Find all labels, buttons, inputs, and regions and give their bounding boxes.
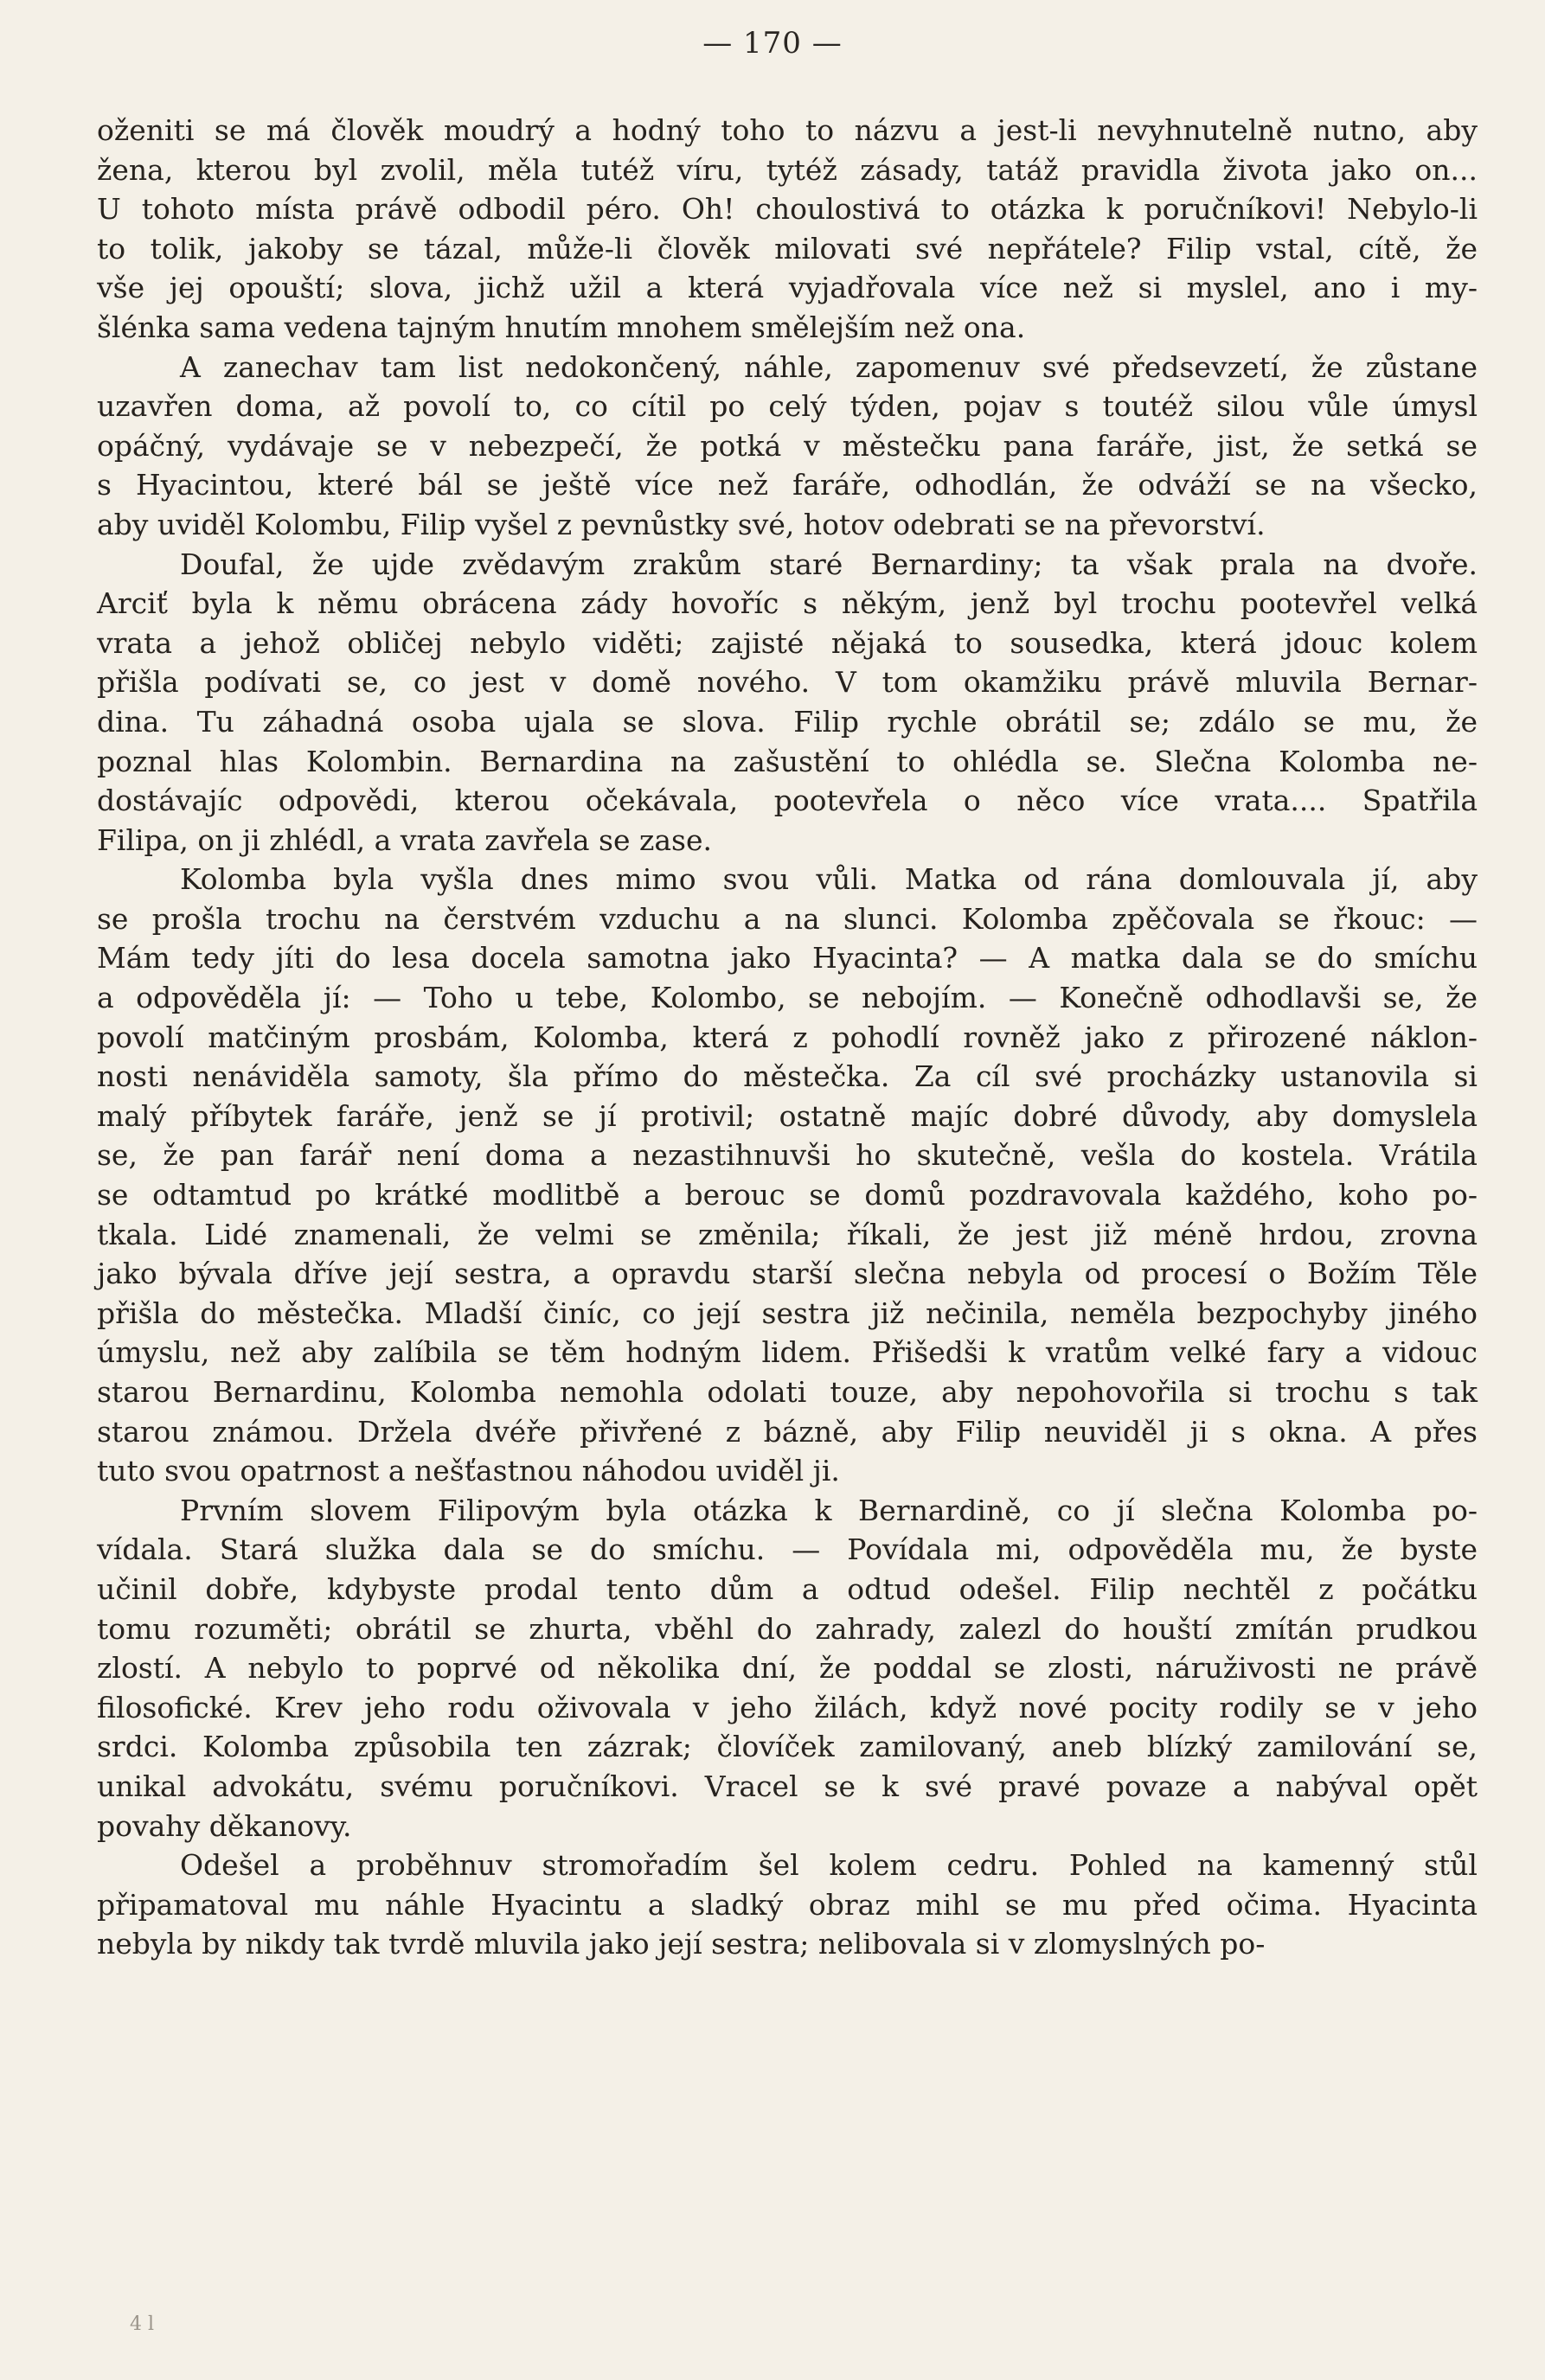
text-line: povolí matčiným prosbám, Kolomba, která z pohodlí rovněž jako z přirozené náklon- [97, 1020, 1478, 1054]
text-line: úmyslu, než aby zalíbila se těm hodným lidem. Přišedši k vratům velké fary a vidouc [97, 1335, 1478, 1370]
text-line: tkala. Lidé znamenali, že velmi se změnila; říkali, že jest již méně hrdou, zrovna [97, 1217, 1478, 1251]
text-line: nosti nenáviděla samoty, šla přímo do městečka. Za cíl své procházky ustanovila si [97, 1059, 1478, 1094]
text-line: se odtamtud po krátké modlitbě a berouc se domů pozdravovala každého, koho po- [97, 1178, 1478, 1212]
text-line: Odešel a proběhnuv stromořadím šel kolem cedru. Pohled na kamenný stůl [180, 1848, 1478, 1883]
paragraph [97, 1846, 1478, 1964]
text-line: Prvním slovem Filipovým byla otázka k Bernardině, co jí slečna Kolomba po- [180, 1493, 1478, 1527]
text-line: přišla podívati se, co jest v domě nového. V tom okamžiku právě mluvila Bernar- [97, 665, 1478, 700]
text-line: srdci. Kolomba způsobila ten zázrak; človíček zamilovaný, aneb blízký zamilování se, [97, 1730, 1478, 1764]
text-line: Kolomba byla vyšla dnes mimo svou vůli. Matka od rána domlouvala jí, aby [180, 862, 1478, 897]
paragraph [97, 111, 1478, 348]
text-line: to tolik, jakoby se tázal, může-li člověk milovati své nepřátele? Filip vstal, cítě, že [97, 231, 1478, 266]
text-line: žena, kterou byl zvolil, měla tutéž víru, tytéž zásady, tatáž pravidla života jako on... [97, 152, 1478, 187]
text-line: jako bývala dříve její sestra, a opravdu starší slečna nebyla od procesí o Božím Těle [97, 1257, 1478, 1291]
text-line: filosofické. Krev jeho rodu oživovala v jeho žilách, když nové pocity rodily se v jeho [97, 1690, 1478, 1724]
text-line: U tohoto místa právě odbodil péro. Oh! choulostivá to otázka k poručníkovi! Nebylo-li [97, 192, 1478, 227]
text-line: povahy děkanovy. [97, 1808, 352, 1843]
text-line: A zanechav tam list nedokončený, náhle, zapomenuv své předsevzetí, že zůstane [180, 349, 1478, 384]
text-line: starou Bernardinu, Kolomba nemohla odolati touze, aby nepohovořila si trochu s tak [97, 1375, 1478, 1409]
text-line: malý příbytek faráře, jenž se jí protivil; ostatně majíc dobré důvody, aby domyslela [97, 1098, 1478, 1133]
text-line: starou známou. Držela dvéře přivřené z bázně, aby Filip neuviděl ji s okna. A přes [97, 1414, 1478, 1449]
text-line: Filipa, on ji zhlédl, a vrata zavřela se zase. [97, 822, 712, 857]
text-line: dostávajíc odpovědi, kterou očekávala, pootevřela o něco více vrata.... Spatřila [97, 784, 1478, 818]
paragraph [97, 348, 1478, 545]
text-line: šlénka sama vedena tajným hnutím mnohem smělejším než ona. [97, 310, 1026, 344]
text-line: s Hyacintou, které bál se ještě více než faráře, odhodlán, že odváží se na všecko, [97, 468, 1478, 502]
margin-mark: 4 l [130, 2313, 155, 2335]
text-line: poznal hlas Kolombin. Bernardina na zašustění to ohlédla se. Slečna Kolomba ne- [97, 744, 1478, 778]
text-line: opáčný, vydávaje se v nebezpečí, že potká v městečku pana faráře, jist, že setká se [97, 428, 1478, 463]
text-line: připamatoval mu náhle Hyacintu a sladký obraz mihl se mu před očima. Hyacinta [97, 1887, 1478, 1922]
text-line: se, že pan farář není doma a nezastihnuvši ho skutečně, vešla do kostela. Vrátila [97, 1138, 1478, 1173]
paragraph [97, 860, 1478, 1491]
text-line: dina. Tu záhadná osoba ujala se slova. Filip rychle obrátil se; zdálo se mu, že [97, 704, 1478, 739]
text-line: vrata a jehož obličej nebylo viděti; zajisté nějaká to sousedka, která jdouc kolem [97, 625, 1478, 660]
text-line: tuto svou opatrnost a nešťastnou náhodou uviděl ji. [97, 1454, 840, 1488]
text-line: vídala. Stará služka dala se do smíchu. — Povídala mi, odpověděla mu, že byste [97, 1532, 1478, 1567]
text-line: oženiti se má člověk moudrý a hodný toho to názvu a jest-li nevyhnutelně nutno, aby [97, 113, 1478, 147]
text-line: Arciť byla k němu obrácena zády hovoříc s někým, jenž byl trochu pootevřel velká [97, 586, 1478, 621]
text-line: Mám tedy jíti do lesa docela samotna jako Hyacinta? — A matka dala se do smíchu [97, 941, 1478, 976]
body-text [97, 111, 1478, 1964]
text-line: nebyla by nikdy tak tvrdě mluvila jako její sestra; nelibovala si v zlomyslných po- [97, 1927, 1266, 1961]
text-line: tomu rozuměti; obrátil se zhurta, vběhl do zahrady, zalezl do houští zmítán prudkou [97, 1611, 1478, 1646]
page-number-header: — 170 — [702, 26, 843, 61]
text-line: přišla do městečka. Mladší činíc, co její sestra již nečinila, neměla bezpochyby jiného [97, 1296, 1478, 1330]
text-line: učinil dobře, kdybyste prodal tento dům a odtud odešel. Filip nechtěl z počátku [97, 1571, 1478, 1606]
text-line: zlostí. A nebylo to poprvé od několika dní, že poddal se zlosti, náruživosti ne právě [97, 1651, 1478, 1686]
text-line: Doufal, že ujde zvědavým zrakům staré Bernardiny; ta však prala na dvoře. [180, 547, 1478, 581]
text-line: se prošla trochu na čerstvém vzduchu a na slunci. Kolomba zpěčovala se řkouc: — [97, 901, 1478, 936]
paragraph [97, 1491, 1478, 1846]
text-line: a odpověděla jí: — Toho u tebe, Kolombo, se nebojím. — Konečně odhodlavši se, že [97, 981, 1478, 1015]
text-line: uzavřen doma, až povolí to, co cítil po celý týden, pojav s toutéž silou vůle úmysl [97, 389, 1478, 424]
text-line: aby uviděl Kolombu, Filip vyšel z pevnůstky své, hotov odebrati se na převorství. [97, 507, 1266, 541]
paragraph [97, 545, 1478, 861]
text-line: vše jej opouští; slova, jichž užil a která vyjadřovala více než si myslel, ano i my- [97, 271, 1478, 305]
text-line: unikal advokátu, svému poručníkovi. Vracel se k své pravé povaze a nabýval opět [97, 1769, 1478, 1803]
